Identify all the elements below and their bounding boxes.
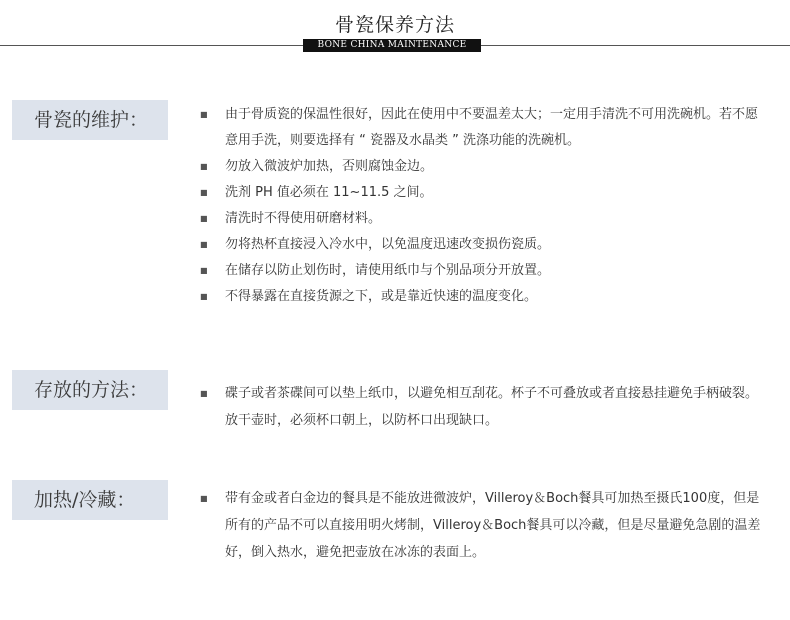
list-item [200, 258, 770, 284]
bullet-icon: ■ [200, 292, 208, 301]
list-item-text: 带有金或者白金边的餐具是不能放进微波炉，Villeroy＆Boch餐具可加热至摄氏100度，但是所有的产品不可以直接用明火烤制，Villeroy＆Boch餐具可以冷藏，但是尽量避免急剧的温差好，倒入热水，避免把壶放在冰冻的表面上。 [225, 491, 761, 560]
storage-list [200, 380, 770, 434]
maintenance-list [200, 102, 770, 310]
list-item [200, 102, 770, 154]
section-label-maintenance: 骨瓷的维护： [12, 100, 168, 140]
list-item [200, 206, 770, 232]
bullet-icon: ■ [200, 188, 208, 197]
list-item [200, 232, 770, 258]
bullet-icon: ■ [200, 162, 208, 171]
bullet-icon: ■ [200, 214, 208, 223]
list-item [200, 485, 770, 566]
list-item-text: 清洗时不得使用研磨材料。 [225, 211, 382, 226]
section-label-heating: 加热/冷藏： [12, 480, 168, 520]
list-item-text: 碟子或者茶碟间可以垫上纸巾，以避免相互刮花。杯子不可叠放或者直接悬挂避免手柄破裂。放干壶时，必须杯口朝上，以防杯口出现缺口。 [225, 386, 759, 428]
list-item [200, 284, 770, 310]
page-title: 骨瓷保养方法 [334, 14, 455, 36]
bullet-icon: ■ [200, 389, 208, 398]
list-item [200, 380, 770, 434]
list-item [200, 154, 770, 180]
list-item-text: 在储存以防止划伤时，请使用纸巾与个别品项分开放置。 [225, 263, 551, 278]
list-item-text: 由于骨质瓷的保温性很好，因此在使用中不要温差太大；一定用手清洗不可用洗碗机。若不愿意用手洗，则要选择有 “ 瓷器及水晶类 ” 洗涤功能的洗碗机。 [225, 107, 759, 148]
list-item-text: 勿放入微波炉加热，否则腐蚀金边。 [225, 159, 434, 174]
list-item-text: 不得暴露在直接货源之下，或是靠近快速的温度变化。 [225, 289, 538, 304]
bullet-icon: ■ [200, 240, 208, 249]
list-item-text: 洗剂 PH 值必须在 11~11.5 之间。 [225, 185, 433, 200]
bullet-icon: ■ [200, 110, 208, 119]
list-item-text: 勿将热杯直接浸入冷水中，以免温度迅速改变损伤瓷质。 [225, 237, 551, 252]
bullet-icon: ■ [200, 494, 208, 503]
list-item [200, 180, 770, 206]
page-subtitle: BONE CHINA MAINTENANCE [303, 39, 481, 52]
heating-list [200, 485, 770, 566]
bullet-icon: ■ [200, 266, 208, 275]
section-label-storage: 存放的方法： [12, 370, 168, 410]
